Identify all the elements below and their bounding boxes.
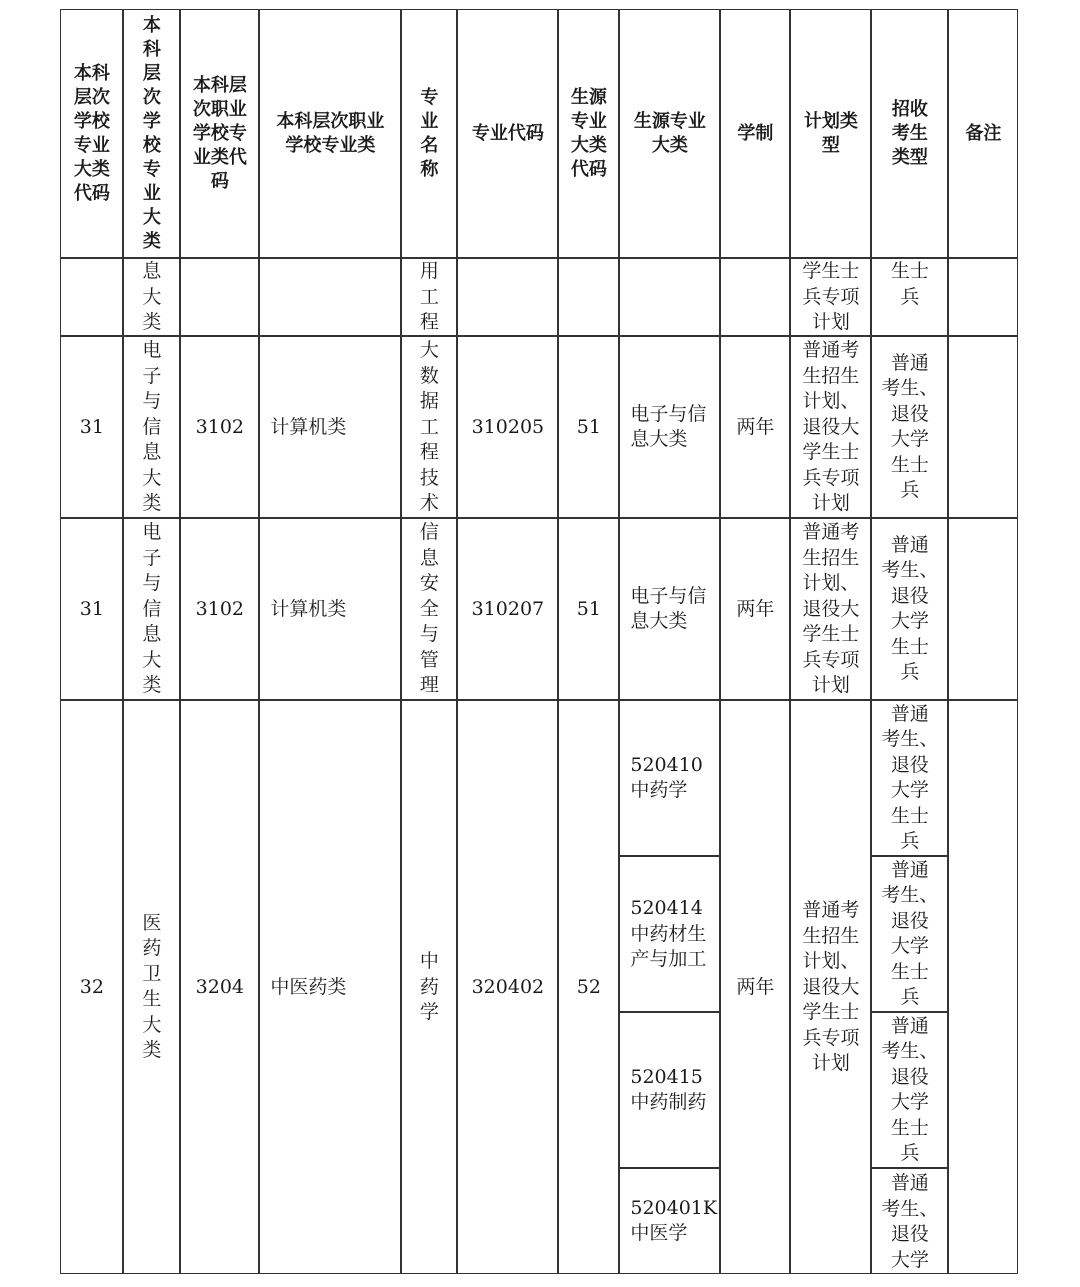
cell-text: 医 药 卫 生 大 类: [142, 911, 162, 1062]
table-cell: [948, 700, 1018, 1274]
table-cell: [619, 700, 720, 856]
table-cell: [790, 518, 871, 700]
cell-text: 520410 中药学: [630, 753, 703, 802]
cell-text: 32: [79, 975, 104, 998]
table-cell: [720, 700, 790, 1274]
table-cell: [259, 700, 401, 1274]
table-cell: [871, 700, 948, 856]
cell-text: 学生士 兵专项 计划: [802, 260, 860, 334]
header-major-name: [401, 9, 457, 258]
table-cell: [871, 336, 948, 518]
table-cell: [457, 518, 558, 700]
cell-text: 电子与信 息大类: [630, 584, 707, 633]
cell-text: 电子与信 息大类: [630, 402, 707, 451]
table-cell: [948, 336, 1018, 518]
table-cell: [60, 336, 123, 518]
table-cell: [123, 258, 180, 336]
table-cell: [948, 258, 1018, 336]
cell-text: 用 工 程: [419, 260, 439, 334]
cell-text: 两年: [736, 415, 775, 438]
cell-text: 520415 中药制药: [630, 1065, 707, 1114]
cell-text: 普通考 生招生 计划、 退役大 学生士 兵专项 计划: [802, 521, 860, 697]
enrollment-table: [61, 10, 1019, 1275]
cell-text: 520401K 中医学: [630, 1196, 718, 1245]
table-cell: [790, 700, 871, 1274]
header-text: 本科 层次 学校 专业 大类 代码: [73, 62, 110, 204]
header-category-name: [123, 9, 180, 258]
table-cell: [871, 1168, 948, 1274]
table-cell: [790, 258, 871, 336]
cell-text: 计算机类: [270, 415, 347, 438]
cell-text: 31: [79, 597, 104, 620]
header-student-type: [871, 9, 948, 258]
table-cell: [259, 336, 401, 518]
table-cell: [180, 518, 259, 700]
cell-text: 两年: [736, 597, 775, 620]
header-text: 计划类 型: [803, 110, 858, 156]
cell-text: 普通 考生、 退役 大学 生士 兵: [881, 351, 939, 502]
cell-text: 中 药 学: [419, 950, 439, 1024]
header-text: 学制: [737, 122, 774, 144]
cell-text: 普通 考生、 退役 大学: [881, 1172, 939, 1271]
table-cell: [558, 700, 619, 1274]
cell-text: 中医药类: [270, 975, 347, 998]
table-cell: [558, 258, 619, 336]
table-cell: [60, 518, 123, 700]
cell-text: 52: [576, 975, 601, 998]
table-cell: [871, 856, 948, 1012]
table-cell: [123, 518, 180, 700]
table-cell: [60, 700, 123, 1274]
cell-text: 普通 考生、 退役 大学 生士 兵: [881, 858, 939, 1009]
header-source-category: [619, 9, 720, 258]
cell-text: 普通 考生、 退役 大学 生士 兵: [881, 533, 939, 684]
table-cell: [558, 336, 619, 518]
table-cell: [720, 258, 790, 336]
header-text: 本科层次职业 学校专业类: [276, 110, 385, 156]
cell-text: 520414 中药材生 产与加工: [630, 897, 707, 971]
table-cell: [619, 518, 720, 700]
cell-text: 普通 考生、 退役 大学 生士 兵: [881, 1014, 939, 1165]
table-cell: [457, 258, 558, 336]
cell-text: 大 数 据 工 程 技 术: [419, 339, 439, 515]
header-duration: [720, 9, 790, 258]
header-source-code: [558, 9, 619, 258]
header-text: 本科层 次职业 学校专 业类代 码: [192, 74, 247, 192]
header-remarks: [948, 9, 1018, 258]
cell-text: 51: [576, 597, 601, 620]
table-cell: [457, 700, 558, 1274]
header-text: 本 科 层 次 学 校 专 业 大 类: [142, 14, 161, 252]
cell-text: 计算机类: [270, 597, 347, 620]
header-plan-type: [790, 9, 871, 258]
table-cell: [720, 518, 790, 700]
table-cell: [180, 700, 259, 1274]
cell-text: 普通 考生、 退役 大学 生士 兵: [881, 702, 939, 853]
header-text: 备注: [965, 122, 1002, 144]
table-cell: [619, 1168, 720, 1274]
table-cell: [720, 336, 790, 518]
header-class-name: [259, 9, 401, 258]
table-cell: [123, 336, 180, 518]
table-cell: [871, 1012, 948, 1168]
table-cell: [790, 336, 871, 518]
header-text: 生源 专业 大类 代码: [570, 86, 607, 180]
cell-text: 3102: [195, 597, 245, 620]
cell-text: 信 息 安 全 与 管 理: [419, 521, 439, 697]
cell-text: 电 子 与 信 息 大 类: [142, 521, 162, 697]
cell-text: 320402: [471, 975, 545, 998]
table-cell: [871, 518, 948, 700]
table-cell: [619, 856, 720, 1012]
header-category-code: [60, 9, 123, 258]
header-text: 专业代码: [471, 122, 544, 144]
cell-text: 普通考 生招生 计划、 退役大 学生士 兵专项 计划: [802, 339, 860, 515]
table-cell: [619, 258, 720, 336]
table-cell: [619, 1012, 720, 1168]
table-cell: [457, 336, 558, 518]
cell-text: 310205: [471, 415, 545, 438]
table-cell: [401, 336, 457, 518]
cell-text: 3102: [195, 415, 245, 438]
header-class-code: [180, 9, 259, 258]
header-text: 生源专业 大类: [633, 110, 706, 156]
cell-text: 31: [79, 415, 104, 438]
table-cell: [259, 518, 401, 700]
header-major-code: [457, 9, 558, 258]
table-cell: [948, 518, 1018, 700]
cell-text: 51: [576, 415, 601, 438]
header-text: 招收 考生 类型: [891, 98, 928, 168]
cell-text: 电 子 与 信 息 大 类: [142, 339, 162, 515]
cell-text: 息 大 类: [142, 260, 162, 334]
table-cell: [180, 336, 259, 518]
cell-text: 普通考 生招生 计划、 退役大 学生士 兵专项 计划: [802, 899, 860, 1075]
header-text: 专 业 名 称: [420, 86, 439, 180]
cell-text: 两年: [736, 975, 775, 998]
table-cell: [619, 336, 720, 518]
table-cell: [401, 258, 457, 336]
table-cell: [401, 518, 457, 700]
table-cell: [123, 700, 180, 1274]
cell-text: 310207: [471, 597, 545, 620]
table-cell: [401, 700, 457, 1274]
cell-text: 生士 兵: [890, 260, 929, 308]
table-cell: [180, 258, 259, 336]
table-cell: [60, 258, 123, 336]
table-cell: [558, 518, 619, 700]
cell-text: 3204: [195, 975, 245, 998]
table-cell: [259, 258, 401, 336]
table-cell: [871, 258, 948, 336]
